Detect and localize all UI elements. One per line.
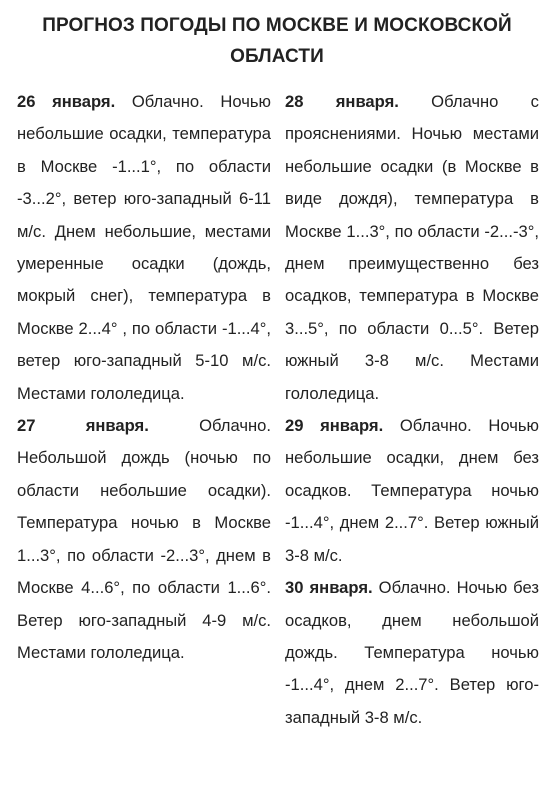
forecast-text: Облачно. Ночью небольшие осадки, днем без осадков. Температура ночью -1...4°, днем 2...7°. Ветер южный 3-8 м/с. <box>285 416 539 565</box>
page-title: ПРОГНОЗ ПОГОДЫ ПО МОСКВЕ И МОСКОВСКОЙ ОБЛАСТИ <box>42 15 512 67</box>
forecast-text: Облачно. Ночью небольшие осадки, температура в Москве -1...1°, по области -3...2°, ветер юго-западный 6-11 м/с. Днем небольшие, местами умеренные осадки (дождь, мокрый снег), температура в Москве 2...4° , по области -1...4°, ветер юго-западный 5-10 м/с. Местами гололедица. <box>17 92 271 403</box>
forecast-day-27 <box>17 410 271 669</box>
forecast-date: 27 января. <box>17 416 149 436</box>
forecast-day-29 <box>285 410 539 572</box>
left-column <box>17 86 271 669</box>
forecast-date: 28 января. <box>285 92 399 111</box>
forecast-text: Облачно. Небольшой дождь (ночью по области небольшие осадки). Температура ночью в Москве 1...3°, по области -2...3°, днем в Москве 4...6°, по области 1...6°. Ветер юго-западный 4-9 м/с. Местами гололедица. <box>17 416 271 662</box>
forecast-date: 29 января. <box>285 416 384 436</box>
forecast-day-26 <box>17 86 271 410</box>
forecast-day-30 <box>285 572 539 734</box>
forecast-day-28 <box>285 86 539 410</box>
forecast-date: 30 января. <box>285 578 373 598</box>
forecast-text: Облачно. Ночью без осадков, днем небольшой дождь. Температура ночью -1...4°, днем 2...7°. Ветер юго-западный 3-8 м/с. <box>285 578 539 727</box>
forecast-date: 26 января. <box>17 92 116 111</box>
forecast-text: Облачно с прояснениями. Ночью местами небольшие осадки (в Москве в виде дождя), температура в Москве 1...3°, по области -2...-3°, днем преимущественно без осадков, температура в Москве 3...5°, по области 0...5°. Ветер южный 3-8 м/с. Местами гололедица. <box>285 92 539 403</box>
right-column <box>285 86 539 734</box>
